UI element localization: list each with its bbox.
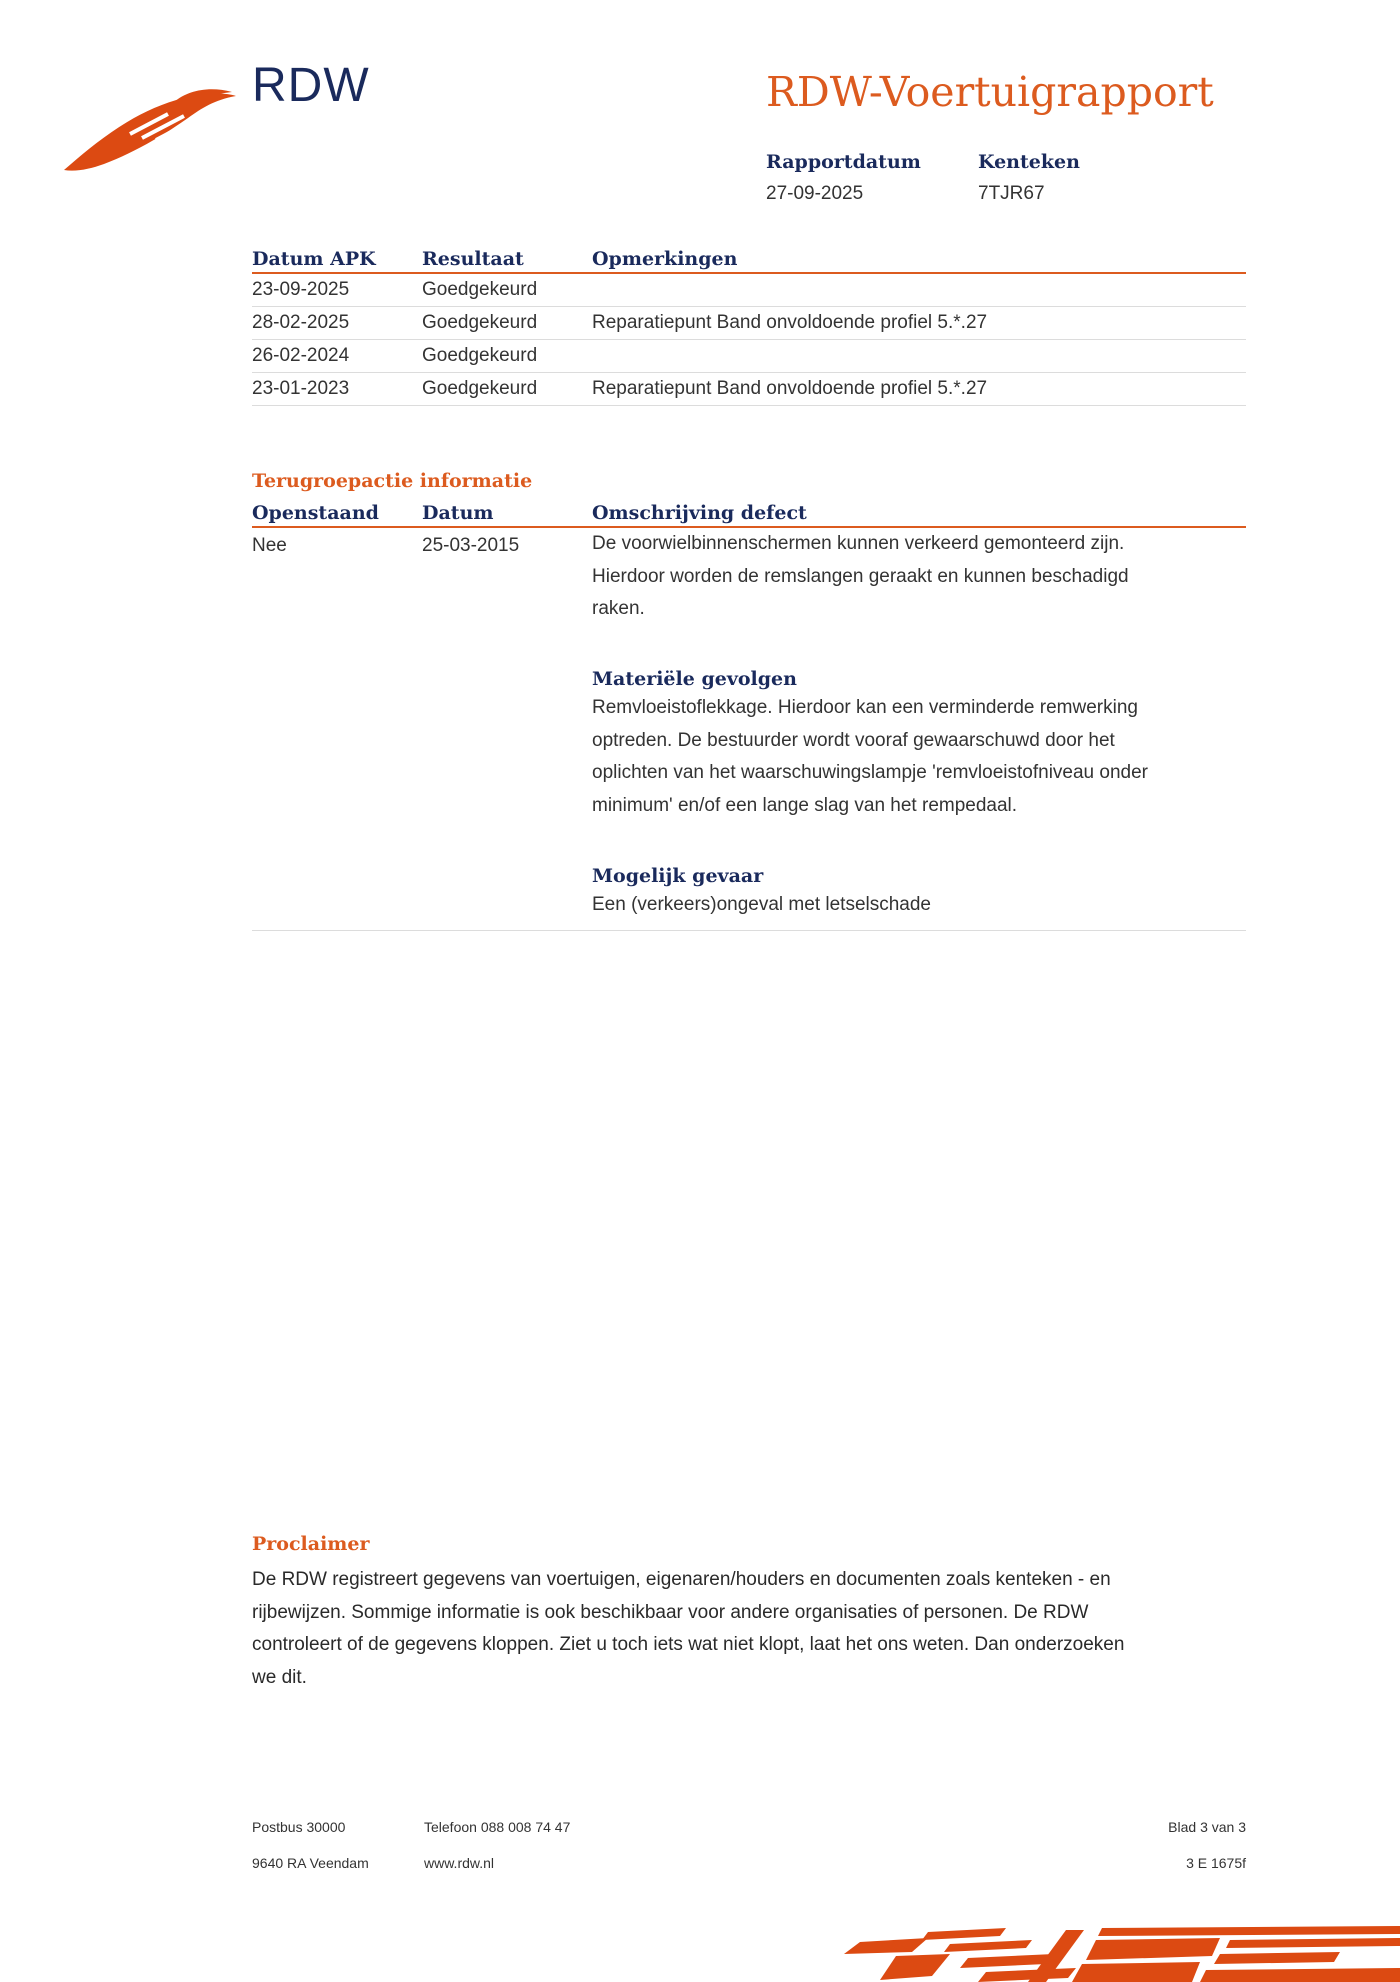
consequences-line: oplichten van het waarschuwingslampje 'remvloeistofniveau onder [592,762,1148,783]
footer-page-number: Blad 3 van 3 [1168,1819,1246,1835]
apk-result: Goedgekeurd [422,279,538,300]
rdw-logo-icon [64,88,236,178]
recall-section-title: Terugroepactie informatie [252,470,533,492]
defect-line: De voorwielbinnenschermen kunnen verkeerd gemonteerd zijn. [592,533,1125,554]
consequences-text [592,692,1246,822]
defect-line: Hierdoor worden de remslangen geraakt en kunnen beschadigd [592,565,1129,587]
apk-table [252,248,1246,406]
column-header-defect: Omschrijving defect [592,502,807,524]
column-header-remarks: Opmerkingen [592,248,738,270]
footer-website: www.rdw.nl [424,1855,495,1871]
table-row [252,274,1246,307]
license-plate-value: 7TJR67 [978,183,1045,204]
danger-text: Een (verkeers)ongeval met letselschade [592,894,932,915]
column-header-date: Datum APK [252,248,376,270]
consequences-line: minimum' en/of een lange slag van het rempedaal. [592,794,1018,816]
report-date-label: Rapportdatum [766,151,921,173]
proclaimer-line: De RDW registreert gegevens van voertuigen, eigenaren/houders en documenten zoals kenteken - en [252,1569,1111,1590]
column-header-result: Resultaat [422,248,524,270]
footer-city: 9640 RA Veendam [252,1855,369,1871]
table-row [252,307,1246,340]
footer-document-code: 3 E 1675f [1186,1855,1246,1871]
license-plate [978,151,1080,205]
consequences-title: Materiële gevolgen [592,668,797,690]
recall-table [252,502,1246,931]
apk-date: 23-01-2023 [252,378,350,399]
logo-text: RDW [252,59,370,112]
consequences-line: Remvloeistoflekkage. Hierdoor kan een verminderde remwerking [592,697,1138,718]
license-plate-label: Kenteken [978,151,1080,173]
proclaimer-line: rijbewijzen. Sommige informatie is ook beschikbaar voor andere organisaties of personen. De RDW [252,1601,1089,1623]
proclaimer-text [252,1564,1246,1694]
report-date-value: 27-09-2025 [766,183,864,204]
column-header-date: Datum [422,502,494,524]
apk-remark: Reparatiepunt Band onvoldoende profiel 5.*.27 [592,378,988,399]
apk-date: 23-09-2025 [252,279,350,300]
apk-result: Goedgekeurd [422,312,538,333]
recall-open-value: Nee [252,535,287,556]
apk-table-header [252,248,1246,274]
recall-table-header [252,502,1246,528]
table-row [252,373,1246,406]
footer-postbus: Postbus 30000 [252,1819,346,1835]
apk-result: Goedgekeurd [422,345,538,366]
apk-date: 28-02-2025 [252,312,350,333]
column-header-open: Openstaand [252,502,379,524]
recall-date-value: 25-03-2015 [422,535,520,556]
footer-phone: Telefoon 088 008 74 47 [424,1819,571,1835]
danger-title: Mogelijk gevaar [592,865,764,887]
proclaimer-line: controleert of de gegevens kloppen. Ziet u toch iets wat niet klopt, laat het ons weten. Dan onderzoeken [252,1634,1125,1655]
proclaimer-line: we dit. [252,1666,307,1688]
decorative-stripes-icon [800,1926,1400,1982]
report-date [766,151,921,205]
consequences-line: optreden. De bestuurder wordt vooraf gewaarschuwd door het [592,729,1115,751]
apk-date: 26-02-2024 [252,345,350,366]
proclaimer-title: Proclaimer [252,1533,370,1555]
report-title: RDW-Voertuigrapport [766,68,1214,116]
defect-line: raken. [592,598,645,619]
defect-description [592,528,1246,626]
apk-result: Goedgekeurd [422,378,538,399]
apk-remark: Reparatiepunt Band onvoldoende profiel 5.*.27 [592,312,988,333]
recall-row [252,528,1246,931]
table-row [252,340,1246,373]
